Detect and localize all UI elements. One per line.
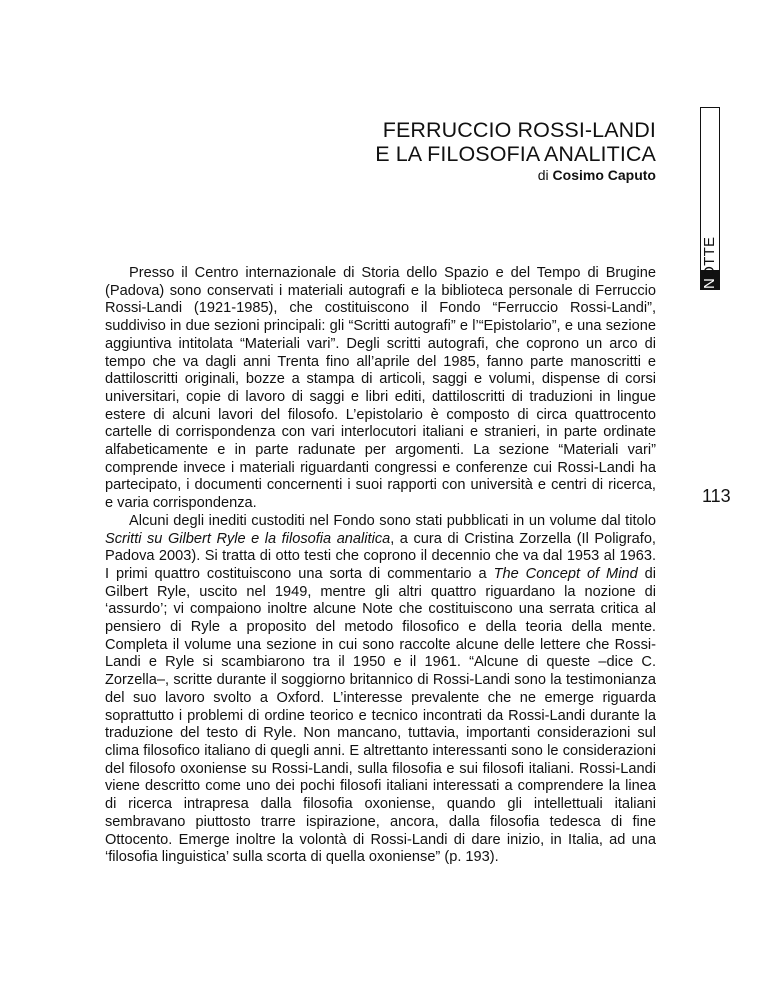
title-line-1: FERRUCCIO ROSSI-LANDI xyxy=(382,118,656,142)
paragraph-1: Presso il Centro internazionale di Storia dello Spazio e del Tempo di Brugine (Padova) sono conservati i materiali autografi e la biblioteca personale di Ferruccio Rossi-Landi (1921-1985), che costituiscono il Fondo “Ferruccio Rossi-Landi”, suddiviso in due sezioni principali: gli “Scritti autografi” e l’“Epistolario”, e una sezione aggiuntiva intitolata “Materiali vari”. Degli scritti autografi, che coprono un arco di tempo che va dagli anni Trenta fino all’aprile del 1985, fanno parte manoscritti e dattiloscritti originali, bozze a stampa di articoli, saggi e volumi, dispense di corsi universitari, copie di lavoro di saggi e libri editi, dattiloscritti di traduzioni in lingue estere di alcuni lavori del filosofo. L’epistolario è composto di circa quattrocento cartelle di corrispondenza con vari interlocutori italiani e stranieri, in parte ordinate alfabeticamente e in parte radunate per argomenti. La sezione “Materiali vari” comprende invece i materiali riguardanti congressi e conferenze cui Rossi-Landi ha partecipato, i documenti concernenti i suoi rapporti con università e centri di ricerca, e varia corrispondenza. xyxy=(105,265,656,512)
title-line-2: E LA FILOSOFIA ANALITICA xyxy=(375,142,656,166)
article-title xyxy=(236,118,656,166)
paragraph-2 xyxy=(105,513,656,867)
paragraph-2-part-a: Alcuni degli inediti custoditi nel Fondo sono stati pubblicati in un volume dal titolo xyxy=(129,512,656,529)
article-body xyxy=(105,265,656,867)
paragraph-2-part-b: , a cura di Cristina Zorzella (Il Poligrafo, Padova 2003). Si tratta di otto testi che coprono il decennio che va dal 1953 al 1963. I primi quattro costituiscono una sorta di commentario a xyxy=(105,530,656,582)
byline xyxy=(236,166,656,184)
section-tab-label xyxy=(702,237,718,289)
book-title-concept-of-mind: The Concept of Mind xyxy=(493,565,638,582)
page-number: 113 xyxy=(702,486,731,506)
author-name: Cosimo Caputo xyxy=(552,167,656,183)
section-tab-rest: OTTE xyxy=(701,236,718,278)
paragraph-2-part-c: di Gilbert Ryle, uscito nel 1949, mentre gli altri quattro riguardano la nozione di ‘assurdo’; vi compaiono inoltre alcune Note che costituiscono una serrata critica al pensiero di Ryle a proposito del metodo filosofico e della teoria della mente. Completa il volume una sezione in cui sono raccolte alcune delle lettere che Rossi-Landi e Ryle si scambiarono tra il 1950 e il 1961. “Alcune di queste –dice C. Zorzella–, scritte durante il soggiorno britannico di Rossi-Landi sono la testimonianza del suo lavoro svolto a Oxford. L’interesse prevalente che ne emerge riguarda soprattutto i problemi di ordine teorico e tecnico incontrati da Rossi-Landi durante la traduzione del testo di Ryle. Non mancano, tuttavia, importanti considerazioni sul clima filosofico italiano di quegli anni. E altrettanto interessanti sono le considerazioni del filosofo oxoniense su Rossi-Landi, sulla filosofia e sui filosofi italiani. Rossi-Landi viene descritto come uno dei pochi filosofi italiani interessati a comprendere la linea di ricerca intrapresa dalla filosofia oxoniense, quando gli intellettuali italiani sembravano piuttosto trarre ispirazione, ancora, dalla filosofia tedesca di fine Ottocento. Emerge inoltre la volontà di Rossi-Landi di dare inizio, in Italia, ad una ‘filosofia linguistica’ sulla scorta di quella oxoniense” (p. 193). xyxy=(105,565,657,866)
section-tab xyxy=(700,107,720,290)
book-title-scritti: Scritti su Gilbert Ryle e la filosofia analitica xyxy=(105,530,391,547)
section-tab-initial: N xyxy=(701,277,718,289)
byline-prefix: di xyxy=(537,167,549,183)
